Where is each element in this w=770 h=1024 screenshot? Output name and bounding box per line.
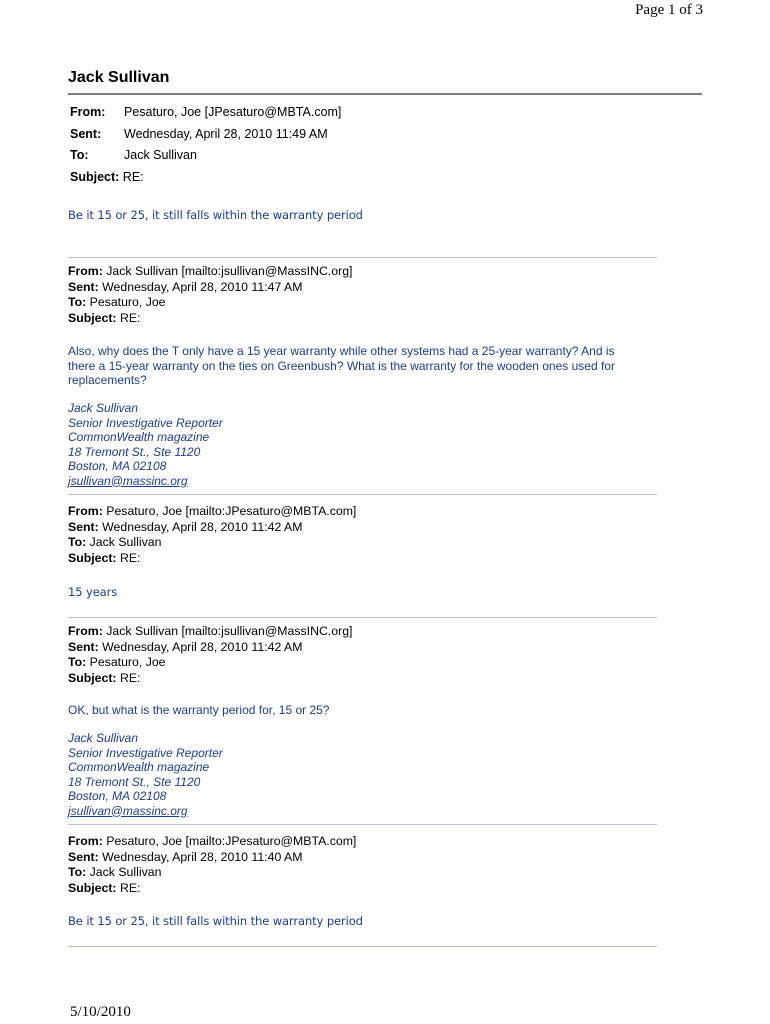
header-from-row	[70, 105, 341, 127]
quoted-header: From: Pesaturo, Joe [mailto:JPesaturo@MBTA.com] Sent: Wednesday, April 28, 2010 11:42 AM To: Jack Sullivan Subject: RE:	[68, 504, 357, 566]
quoted-header: From: Jack Sullivan [mailto:jsullivan@MassINC.org] Sent: Wednesday, April 28, 2010 11:42 AM To: Pesaturo, Joe Subject: RE:	[68, 624, 353, 686]
quoted-subject: RE:	[119, 551, 141, 566]
quoted-body: OK, but what is the warranty period for, 15 or 25?	[68, 703, 330, 717]
quoted-subject: RE:	[119, 671, 141, 686]
message-divider	[68, 946, 657, 947]
quoted-to: Jack Sullivan	[89, 535, 162, 550]
quoted-to: Pesaturo, Joe	[89, 655, 166, 670]
quoted-from: Jack Sullivan [mailto:jsullivan@MassINC.org]	[106, 624, 353, 638]
signature: Jack Sullivan Senior Investigative Reporter CommonWealth magazine 18 Tremont St., Ste 1120 Boston, MA 02108 jsullivan@massinc.org	[68, 731, 223, 818]
quoted-sent: Wednesday, April 28, 2010 11:40 AM	[102, 849, 303, 864]
to-label: To:	[70, 148, 89, 162]
sent-value: Wednesday, April 28, 2010 11:49 AM	[124, 126, 328, 141]
from-value: Pesaturo, Joe [JPesaturo@MBTA.com]	[124, 105, 342, 119]
quoted-subject: RE:	[119, 311, 141, 326]
message-divider	[68, 494, 657, 495]
subject-label: Subject:	[70, 169, 120, 184]
message-body: Be it 15 or 25, it still falls within the warranty period	[68, 208, 363, 222]
signature: Jack Sullivan Senior Investigative Reporter CommonWealth magazine 18 Tremont St., Ste 1120 Boston, MA 02108 jsullivan@massinc.org	[68, 401, 223, 488]
footer-date: 5/10/2010	[70, 1004, 131, 1020]
quoted-sent: Wednesday, April 28, 2010 11:42 AM	[102, 639, 303, 654]
quoted-subject: RE:	[119, 881, 141, 896]
sent-label: Sent:	[70, 126, 102, 141]
email-link[interactable]: jsullivan@massinc.org	[68, 473, 188, 488]
message-divider	[68, 617, 657, 618]
message-divider	[68, 257, 657, 258]
quoted-from: Pesaturo, Joe [mailto:JPesaturo@MBTA.com]	[106, 504, 357, 518]
email-header	[70, 105, 341, 191]
from-label: From:	[70, 105, 106, 119]
quoted-header: From: Jack Sullivan [mailto:jsullivan@MassINC.org] Sent: Wednesday, April 28, 2010 11:47 AM To: Pesaturo, Joe Subject: RE:	[68, 264, 353, 326]
quoted-to: Pesaturo, Joe	[89, 295, 166, 310]
quoted-header: From: Pesaturo, Joe [mailto:JPesaturo@MBTA.com] Sent: Wednesday, April 28, 2010 11:40 AM To: Jack Sullivan Subject: RE:	[68, 834, 357, 896]
quoted-body: Be it 15 or 25, it still falls within the warranty period	[68, 914, 363, 928]
email-link[interactable]: jsullivan@massinc.org	[68, 803, 188, 818]
quoted-body: Also, why does the T only have a 15 year warranty while other systems had a 25-year warranty? And is there a 15-year warranty on the ties on Greenbush? What is the warranty for the wooden ones used for replacements?	[68, 344, 615, 387]
mailbox-owner: Jack Sullivan	[68, 69, 170, 86]
message-divider	[68, 824, 657, 825]
header-sent-row	[70, 127, 341, 149]
page-number: Page 1 of 3	[635, 2, 703, 18]
quoted-to: Jack Sullivan	[89, 865, 162, 880]
quoted-from: Pesaturo, Joe [mailto:JPesaturo@MBTA.com]	[106, 834, 357, 848]
subject-value: RE:	[122, 169, 144, 184]
quoted-body: 15 years	[68, 585, 118, 599]
owner-divider	[68, 93, 702, 95]
header-to-row	[70, 148, 341, 170]
header-subject-row	[70, 170, 341, 192]
quoted-sent: Wednesday, April 28, 2010 11:42 AM	[102, 519, 303, 534]
quoted-from: Jack Sullivan [mailto:jsullivan@MassINC.org]	[106, 264, 353, 278]
quoted-sent: Wednesday, April 28, 2010 11:47 AM	[102, 279, 303, 294]
to-value: Jack Sullivan	[124, 148, 197, 162]
